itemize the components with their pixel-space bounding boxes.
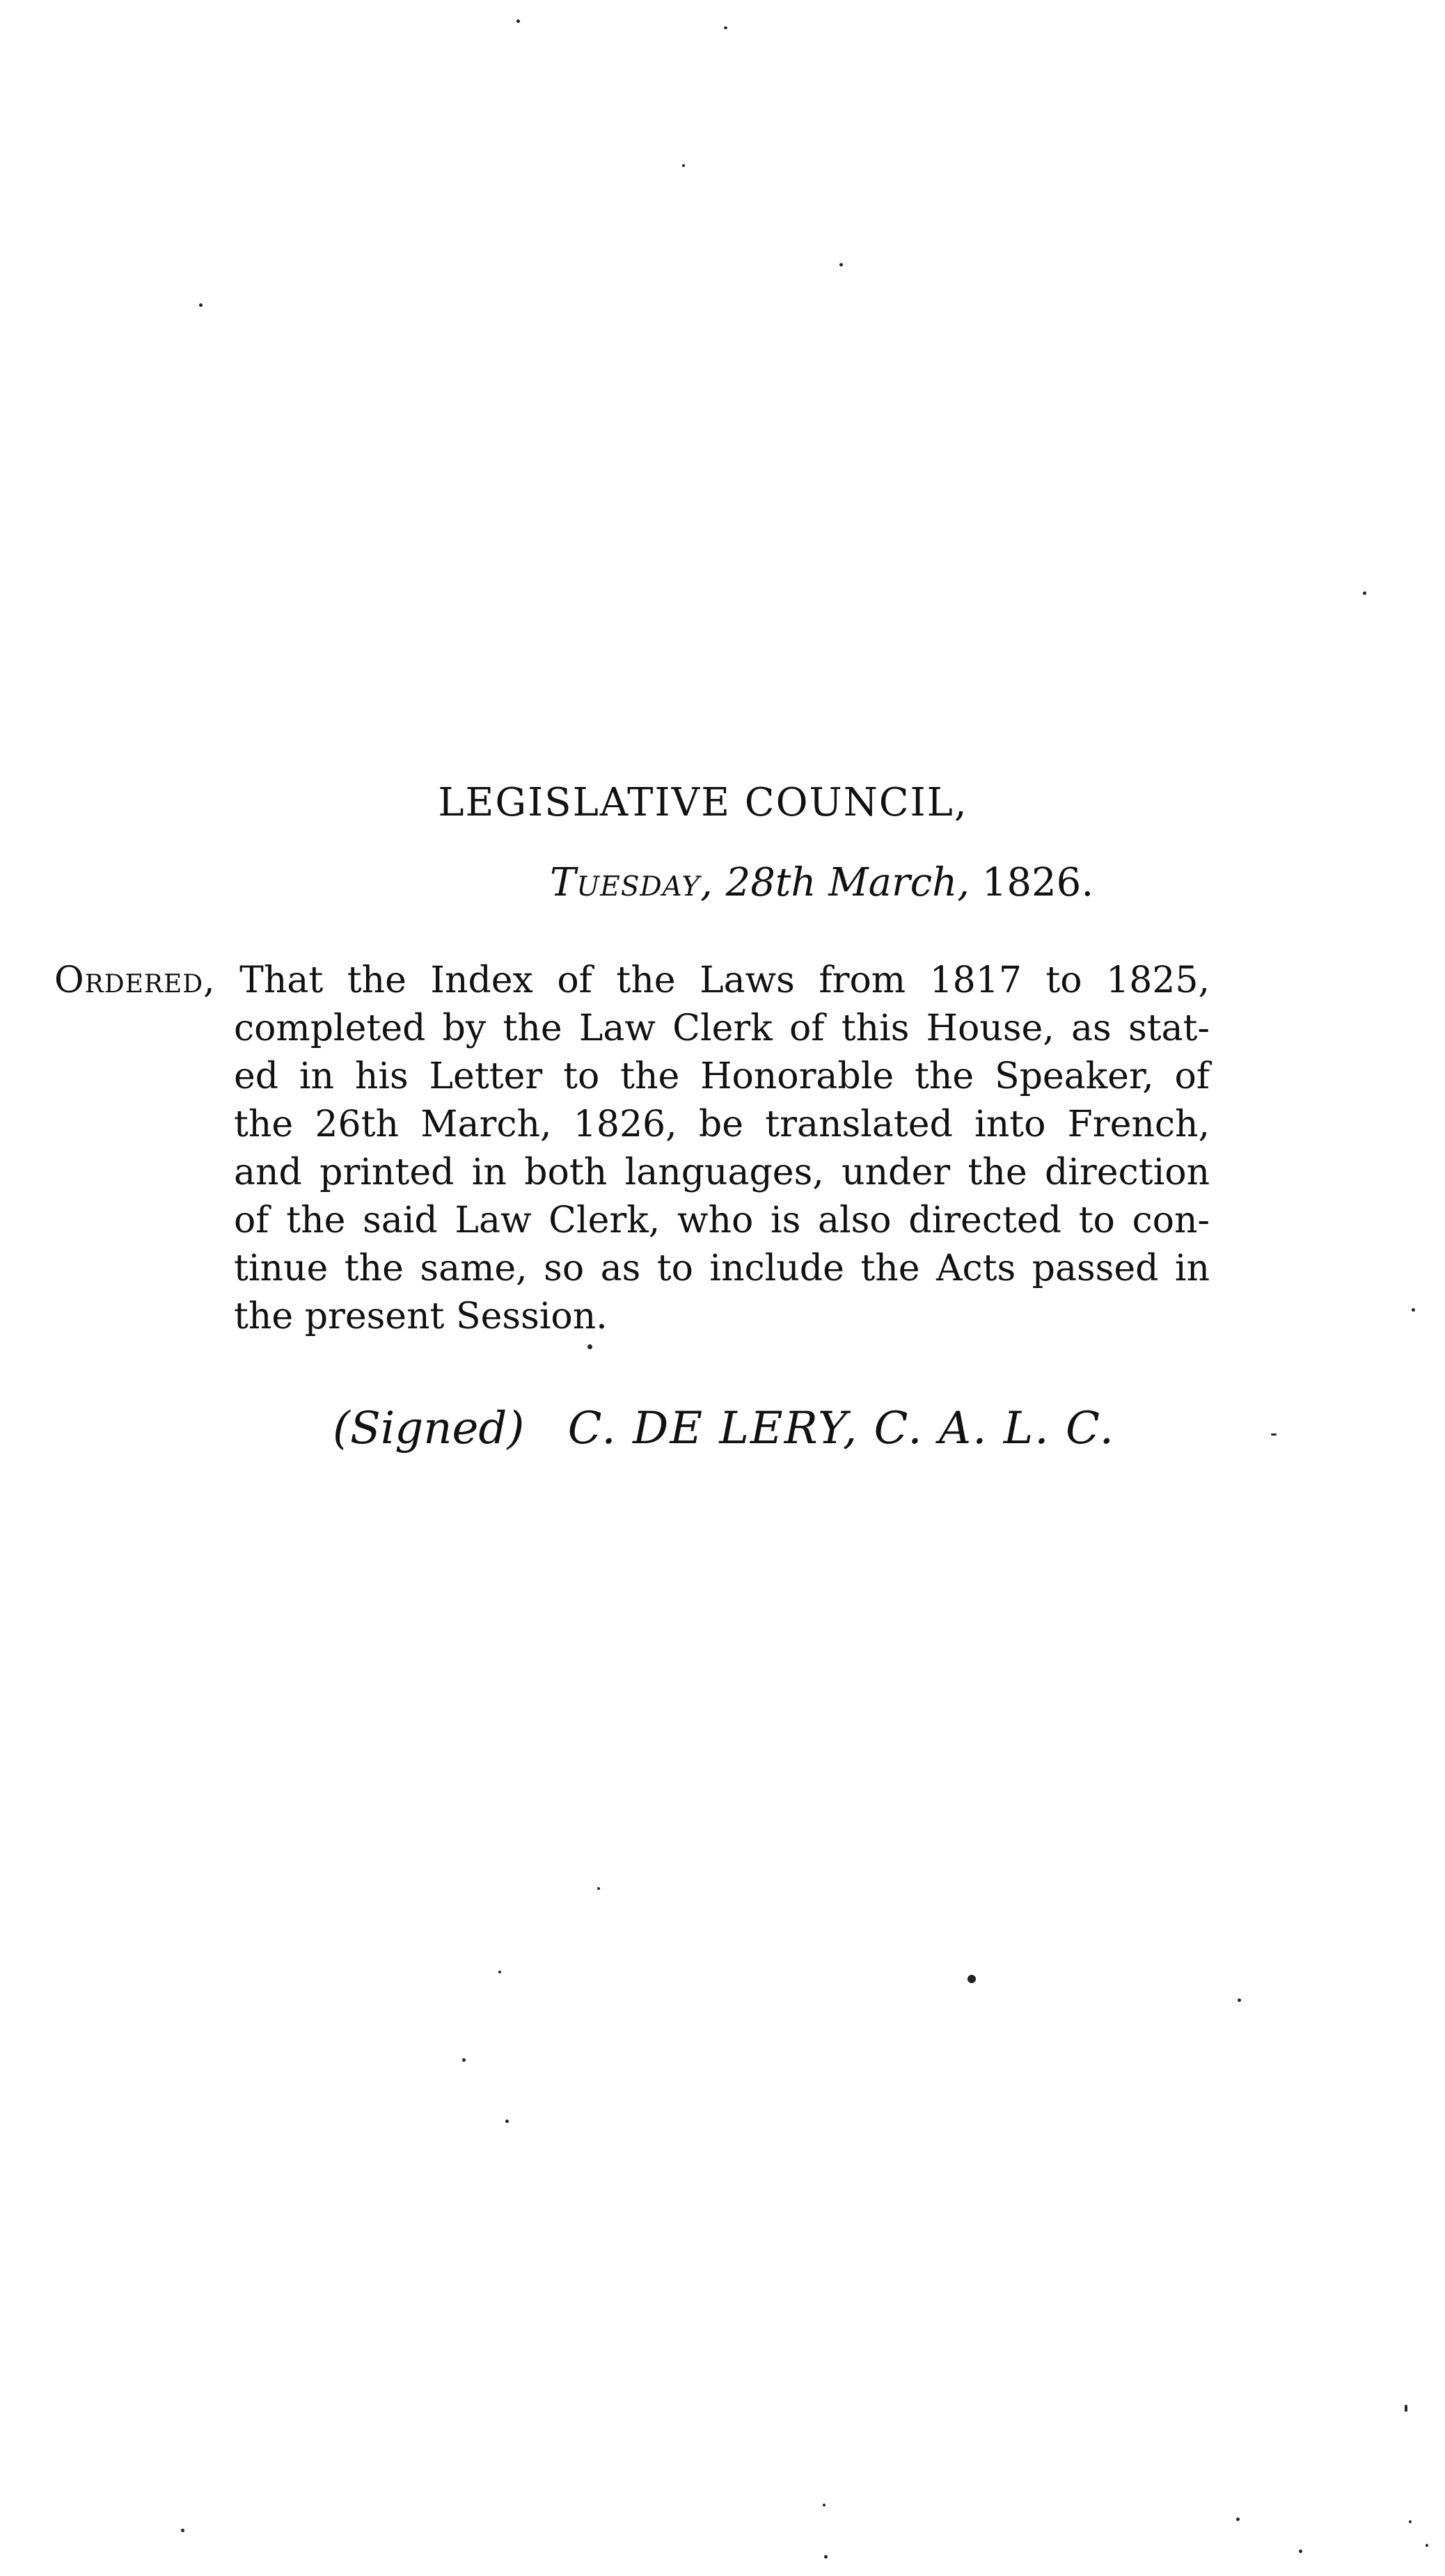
- date-day-month: 28th March,: [725, 860, 970, 905]
- scan-speck: [1238, 1998, 1241, 2002]
- scan-speck: [1412, 1308, 1415, 1312]
- order-line: ed in his Letter to the Honorable the Speaker, of: [234, 1056, 1210, 1097]
- scan-speck: [462, 2058, 466, 2062]
- scan-speck: [824, 2555, 828, 2559]
- order-line: the 26th March, 1826, be translated into French,: [234, 1104, 1210, 1145]
- order-paragraph: [54, 957, 1210, 1341]
- scan-speck: [1405, 2405, 1407, 2412]
- council-heading: LEGISLATIVE COUNCIL,: [438, 780, 968, 825]
- signatory-name: C. DE LERY, C. A. L. C.: [567, 1403, 1115, 1454]
- order-first-line-text: That the Index of the Laws from 1817 to 1825,: [239, 960, 1210, 1001]
- scan-speck: [1409, 2520, 1412, 2523]
- scan-speck: [1236, 2518, 1240, 2521]
- order-line: tinue the same, so as to include the Acts passed in: [234, 1248, 1210, 1289]
- order-line: the present Session.: [234, 1296, 608, 1337]
- scan-speck: [1363, 591, 1366, 595]
- scan-speck: [1271, 1433, 1277, 1436]
- scan-speck: [505, 2120, 509, 2123]
- scan-speck: [968, 1975, 976, 1983]
- signature-line: [333, 1402, 1115, 1456]
- ordered-keyword: Ordered,: [54, 960, 216, 1001]
- signed-label: (Signed): [333, 1403, 525, 1454]
- order-line: and printed in both languages, under the direction: [234, 1152, 1210, 1193]
- scan-speck: [516, 19, 520, 23]
- scan-speck: [823, 2504, 826, 2506]
- scan-speck: [1299, 2550, 1302, 2553]
- scan-speck: [498, 1971, 501, 1973]
- order-line: completed by the Law Clerk of this House, as stat-: [234, 1008, 1210, 1049]
- date-line: [550, 859, 1093, 906]
- scan-speck: [1426, 2544, 1428, 2547]
- scan-speck: [181, 2529, 184, 2532]
- date-day: Tuesday,: [550, 860, 713, 905]
- order-line: of the said Law Clerk, who is also directed to con-: [234, 1200, 1210, 1241]
- scan-speck: [597, 1887, 600, 1890]
- date-year: 1826.: [981, 860, 1094, 905]
- scan-speck: [839, 263, 843, 267]
- order-first-line: [54, 957, 1210, 1005]
- scan-speck: [682, 164, 685, 167]
- scan-speck: [587, 1344, 592, 1349]
- scan-speck: [199, 303, 203, 307]
- scan-speck: [724, 26, 727, 29]
